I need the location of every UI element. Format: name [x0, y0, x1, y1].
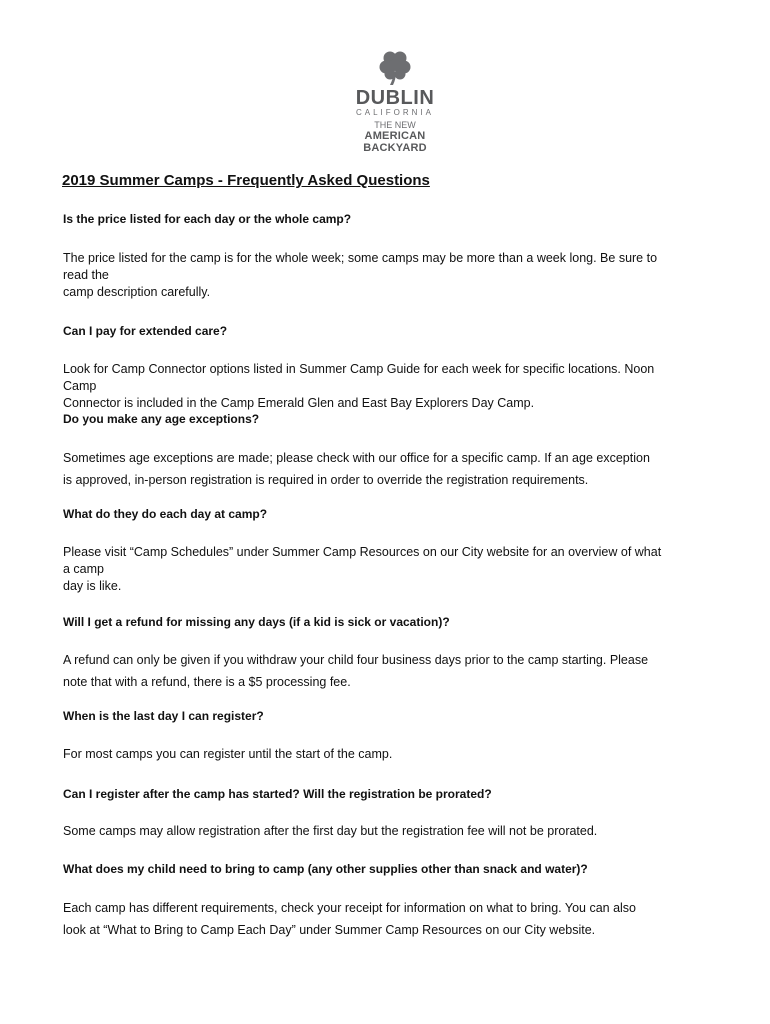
- faq-question-2: Can I pay for extended care?: [63, 324, 228, 338]
- dublin-logo: [330, 48, 460, 154]
- faq-question-5: Will I get a refund for missing any days (if a kid is sick or vacation)?: [63, 615, 450, 629]
- answer-line: Sometimes age exceptions are made; please check with our office for a specific camp. If an age exception: [63, 451, 650, 465]
- faq-answer-8: [63, 897, 728, 941]
- answer-line: note that with a refund, there is a $5 processing fee.: [63, 675, 351, 689]
- answer-line: Connector is included in the Camp Emerald Glen and East Bay Explorers Day Camp.: [63, 396, 535, 410]
- faq-question-6: When is the last day I can register?: [63, 709, 264, 723]
- answer-line: look at “What to Bring to Camp Each Day” under Summer Camp Resources on our City website.: [63, 923, 596, 937]
- faq-answer-5: [63, 649, 728, 693]
- answer-line: is approved, in-person registration is required in order to override the registration requirements.: [63, 473, 589, 487]
- answer-line: Look for Camp Connector options listed in Summer Camp Guide for each week for specific locations. Noon: [63, 362, 655, 376]
- answer-line: Please visit “Camp Schedules” under Summer Camp Resources on our City website for an overview of what: [63, 545, 662, 559]
- answer-line: day is like.: [63, 579, 122, 593]
- answer-line: read the: [63, 268, 109, 282]
- logo-tagline-3: BACKYARD: [363, 142, 427, 154]
- faq-answer-1: [63, 250, 728, 301]
- logo-tagline-1: THE NEW: [374, 120, 416, 130]
- page-title: 2019 Summer Camps - Frequently Asked Questions: [62, 172, 430, 189]
- faq-question-7: Can I register after the camp has started? Will the registration be prorated?: [63, 787, 492, 801]
- answer-line: Each camp has different requirements, check your receipt for information on what to bring. You can also: [63, 901, 637, 915]
- answer-line: For most camps you can register until the start of the camp.: [63, 747, 393, 761]
- answer-line: Camp: [63, 379, 97, 393]
- faq-answer-7: [63, 823, 728, 840]
- answer-line: A refund can only be given if you withdraw your child four business days prior to the camp starting. Please: [63, 653, 649, 667]
- faq-question-8: What does my child need to bring to camp (any other supplies other than snack and water)?: [63, 862, 588, 876]
- answer-line: The price listed for the camp is for the whole week; some camps may be more than a week long. Be sure to: [63, 251, 658, 265]
- answer-line: Some camps may allow registration after the first day but the registration fee will not be prorated.: [63, 824, 598, 838]
- answer-line: a camp: [63, 562, 104, 576]
- logo-state: CALIFORNIA: [355, 108, 434, 117]
- faq-answer-2: [63, 361, 728, 412]
- faq-question-3: Do you make any age exceptions?: [63, 412, 260, 426]
- faq-answer-4: [63, 544, 728, 595]
- faq-question-1: Is the price listed for each day or the whole camp?: [63, 212, 352, 226]
- faq-answer-3: [63, 447, 728, 491]
- answer-line: camp description carefully.: [63, 285, 211, 299]
- faq-question-4: What do they do each day at camp?: [63, 507, 268, 521]
- shamrock-icon: [375, 48, 415, 86]
- faq-answer-6: [63, 746, 728, 763]
- logo-tagline-2: AMERICAN: [364, 130, 426, 142]
- logo-brand: DUBLIN: [355, 87, 435, 109]
